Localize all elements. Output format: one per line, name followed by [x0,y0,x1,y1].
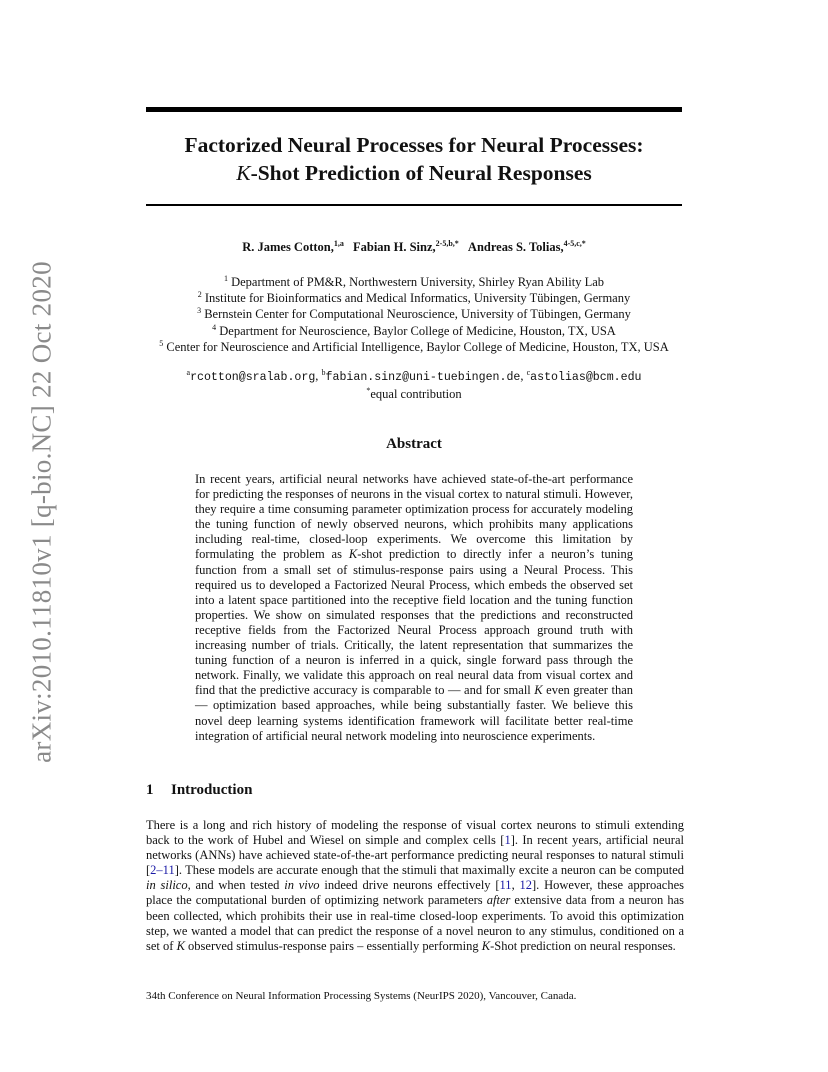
introduction-body [146,818,684,954]
author-3 [468,240,586,254]
affiliation-1 [120,274,708,290]
affiliation-text: Department of PM&R, Northwestern University, Shirley Ryan Ability Lab [231,275,605,289]
paper-title [146,131,682,187]
author-name: Andreas S. Tolias, [467,240,564,254]
abstract-math-k: K [348,547,358,562]
email-separator: , [520,369,527,383]
section-title: Introduction [171,782,253,798]
intro-text: ]. These models are accurate enough that the stimuli that maximally excite a neuron can be computed [174,863,684,878]
abstract-text: In recent years, artificial neural networks have achieved state-of-the-art performance for predicting the responses of neurons in the visual cortex to natural stimuli. However, they require a time consuming parameter optimization process for accurately modeling the tuning function of newly observed neurons, which prohibits many applications including real-time, closed-loop experiments. We overcome this limitation by formulating the problem as [195,472,633,562]
intro-text: , [511,878,520,893]
affiliation-num: 5 [159,338,164,348]
affiliation-text: Department for Neuroscience, Baylor College of Medicine, Houston, TX, USA [219,323,616,338]
author-name: Fabian H. Sinz, [353,240,436,254]
title-line-2-text: -Shot Prediction of Neural Responses [250,161,592,185]
email-sup: b [321,368,326,377]
abstract-heading: Abstract [386,436,442,452]
email-line [146,368,682,386]
affiliation-3 [120,306,708,322]
abstract-text: even greater than — optimization based approaches, while being substantially faster. We believe this novel deep learning systems identification framework will facilitate better real-time integration of artificial neural network modeling into neuroscience experiments. [195,683,633,743]
title-line-2 [146,159,682,187]
abstract-text: -shot prediction to directly infer a neuron’s tuning function from a small set of stimulus-response pairs using a Neural Process. This required us to developed a Factorized Neural Process, which embeds the observed set into a latent space partitioned into the receptive field location and the tuning function properties. We show on simulated responses that the predictions and reconstructed receptive fields from the Factorized Neural Process approach ground truth with increasing number of trials. Critically, the latent representation that summarizes the tuning function of a neuron is inferred in a quick, single forward pass through the network. Finally, we validate this approach on real neural data from visual cortex and find that the predictive accuracy is comparable to — and for small [195,547,633,698]
conference-footer: 34th Conference on Neural Information Processing Systems (NeurIPS 2020), Vancouver, Canada. [146,990,577,1002]
affiliation-5 [120,339,708,355]
title-math-k: K [236,161,251,185]
intro-text: -Shot prediction on neural responses. [490,938,676,953]
section-number: 1 [146,782,154,798]
intro-math-k: K [176,938,185,953]
affiliation-text: Center for Neuroscience and Artificial Intelligence, Baylor College of Medicine, Houston, TX, USA [166,339,669,354]
email-sup: c [526,368,531,377]
arxiv-stamp: arXiv:2010.11810v1 [q-bio.NC] 22 Oct 2020 [26,261,57,763]
abstract-body [195,472,633,744]
citation-link[interactable]: 1 [504,833,511,848]
abstract-math-k: K [534,683,543,698]
affiliation-2 [120,290,708,306]
affiliation-num: 4 [212,322,217,332]
author-sup: 1,a [333,239,344,248]
title-rule-bottom [146,204,682,206]
citation-link[interactable]: 11 [499,878,512,893]
affiliation-text: Institute for Bioinformatics and Medical Informatics, University Tübingen, Germany [204,291,631,306]
affiliation-4 [120,323,708,339]
intro-math-k: K [481,938,491,953]
intro-text: ]. In recent years, artificial neural networks (ANNs) have achieved state-of-the-art performance predicting neural responses to natural stimuli [ [146,833,684,878]
email-link[interactable]: fabian.sinz@uni-tuebingen.de [325,371,521,384]
intro-italic: after [486,893,511,908]
author-sup: 4-5,c,* [563,239,586,248]
intro-italic: in vivo [284,878,320,893]
citation-link[interactable]: 2–11 [150,863,175,878]
affiliation-list [120,274,708,355]
email-separator: , [315,369,322,383]
email-sup: a [186,368,191,377]
intro-italic: in silico [146,878,188,893]
title-rule-top [146,107,682,112]
affiliation-text: Bernstein Center for Computational Neuroscience, University of Tübingen, Germany [204,307,631,322]
author-list [146,240,682,255]
email-link[interactable]: rcotton@sralab.org [190,371,316,384]
author-name: R. James Cotton, [242,240,334,254]
author-1 [242,240,344,254]
intro-text: , and when tested [187,878,285,893]
affiliation-num: 1 [223,274,228,283]
section-heading-introduction [146,782,682,799]
intro-text: observed stimulus-response pairs – essentially performing [184,938,482,953]
intro-text: extensive data from a neuron has been collected, which prohibits their use in real-time closed-loop experiments. To avoid this optimization step, we wanted a model that can predict the response of a novel neuron to any stimulus, conditioned on a set of [146,893,684,953]
equal-contribution-note [146,386,682,402]
author-2 [353,240,459,254]
citation-link[interactable]: 12 [519,878,532,893]
equal-contribution-text: equal contribution [370,387,462,401]
affiliation-num: 3 [197,306,202,316]
affiliation-num: 2 [197,290,202,300]
equal-contribution-sup: * [366,386,371,395]
intro-text: There is a long and rich history of modeling the response of visual cortex neurons to stimuli extending back to the work of Hubel and Wiesel on simple and complex cells [ [146,818,684,848]
title-line-1: Factorized Neural Processes for Neural Processes: [184,133,644,157]
author-sup: 2-5,b,* [435,239,459,248]
email-link[interactable]: astolias@bcm.edu [530,371,642,384]
intro-text: indeed drive neurons effectively [ [319,878,500,893]
email-block [146,368,682,402]
intro-text: ]. However, these approaches place the computational burden of optimizing network parameters [146,878,685,908]
